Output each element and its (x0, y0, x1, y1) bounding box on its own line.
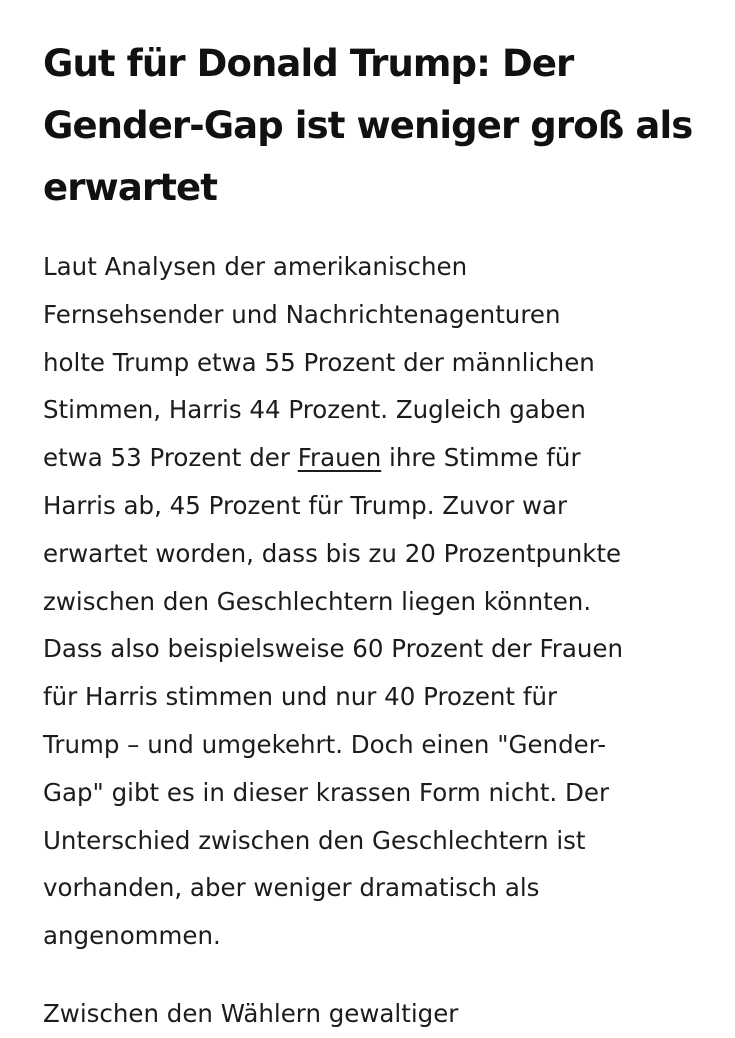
paragraph-line: zwischen den Geschlechtern liegen könnten. (43, 586, 592, 616)
paragraph-line: Gap" gibt es in dieser krassen Form nicht. Der (43, 777, 610, 807)
paragraph-line: vorhanden, aber weniger dramatisch als (43, 873, 540, 903)
next-paragraph-cut-off (43, 976, 693, 1028)
article-headline (43, 33, 693, 219)
article (43, 42, 693, 1028)
paragraph-line-with-link (43, 434, 693, 482)
paragraph-line: angenommen. (43, 921, 221, 951)
paragraph-line: Unterschied zwischen den Geschlechtern ist (43, 825, 586, 855)
paragraph-line: Harris ab, 45 Prozent für Trump. Zuvor war (43, 490, 568, 520)
frauen-link[interactable]: Frauen (297, 443, 382, 473)
paragraph-line: für Harris stimmen und nur 40 Prozent für (43, 682, 558, 712)
paragraph-text: ihre Stimme für (381, 443, 581, 473)
paragraph-text: etwa 53 Prozent der (43, 443, 298, 473)
headline-line: erwartet (43, 166, 218, 209)
paragraph-line: holte Trump etwa 55 Prozent der männlichen (43, 347, 595, 377)
headline-line: Gut für Donald Trump: Der (43, 42, 574, 85)
paragraph-line: Stimmen, Harris 44 Prozent. Zugleich gaben (43, 395, 586, 425)
paragraph-line: erwartet worden, dass bis zu 20 Prozentpunkte (43, 538, 622, 568)
article-paragraph (43, 243, 693, 960)
paragraph-line: Laut Analysen der amerikanischen (43, 252, 468, 281)
paragraph-line: Dass also beispielsweise 60 Prozent der Frauen (43, 634, 623, 664)
headline-line: Gender-Gap ist weniger groß als (43, 104, 693, 147)
next-paragraph-text: Zwischen den Wählern gewaltiger (43, 998, 459, 1028)
paragraph-line: Fernsehsender und Nachrichtenagenturen (43, 299, 561, 329)
paragraph-line: Trump – und umgekehrt. Doch einen "Gender- (43, 729, 607, 759)
